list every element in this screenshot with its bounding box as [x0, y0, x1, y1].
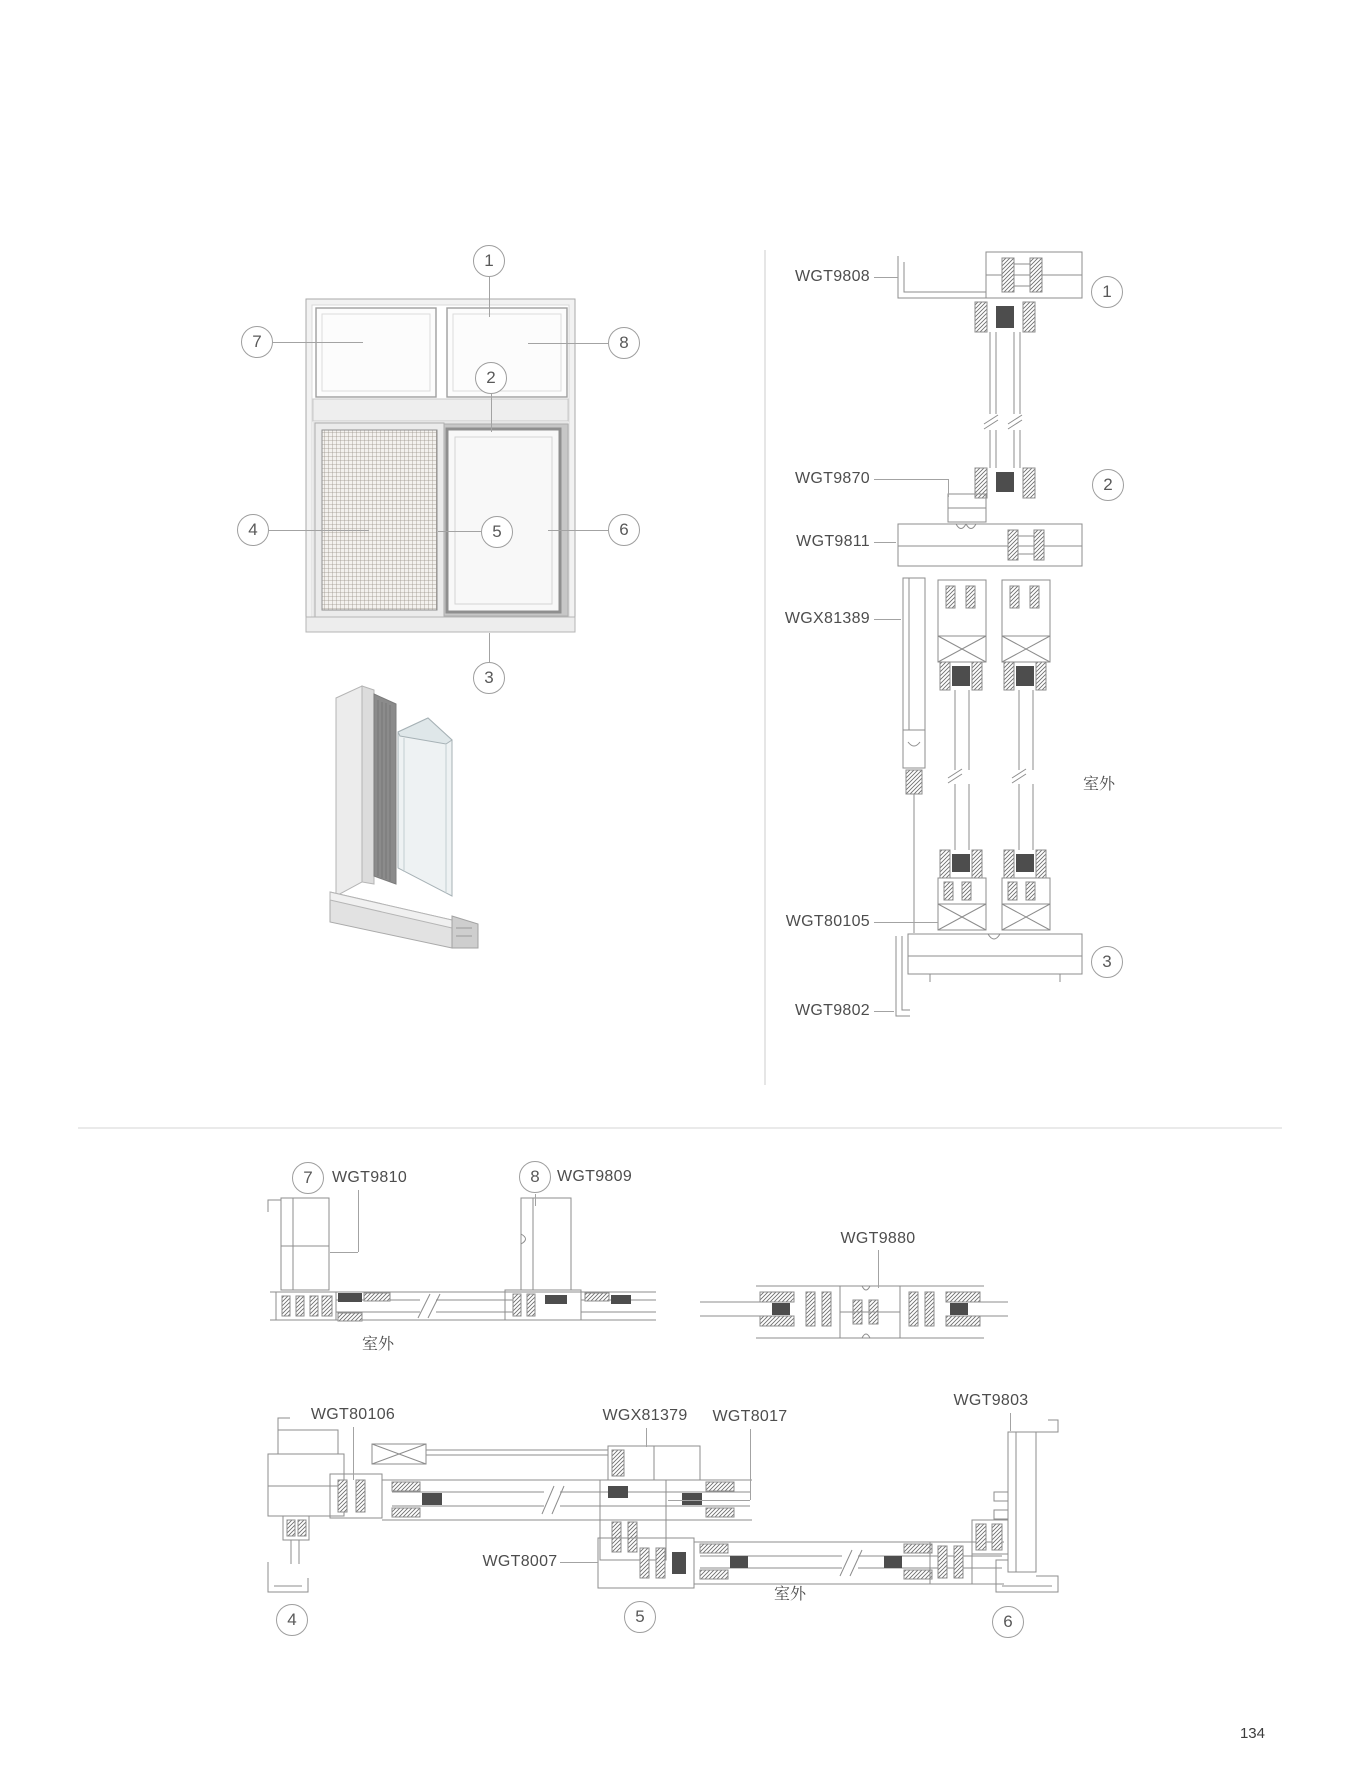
leader-line [330, 1252, 358, 1253]
leader-line [560, 1562, 598, 1563]
section-callout-8-number: 8 [530, 1167, 540, 1186]
part-label-wgx81379: WGX81379 [602, 1407, 688, 1424]
section-callout-7-number: 7 [303, 1168, 313, 1187]
callout-7 [241, 326, 273, 358]
horizontal-section-4-5-6-drawing [268, 1418, 1058, 1592]
callout-5 [481, 516, 513, 548]
isometric-3d-view [330, 686, 478, 948]
part-label-wgt9808: WGT9808 [794, 268, 870, 285]
leader-line [874, 619, 901, 620]
section-callout-3 [1091, 946, 1123, 978]
outdoor-label-row2: 室外 [774, 1586, 807, 1603]
leader-line [535, 1194, 536, 1206]
section-callout-2-number: 2 [1103, 475, 1113, 494]
section-callout-3-number: 3 [1102, 952, 1112, 971]
leader-line [358, 1190, 359, 1252]
part-label-wgt80105: WGT80105 [785, 913, 870, 930]
outdoor-label-vertical: 室外 [1083, 776, 1116, 793]
section-callout-6-number: 6 [1003, 1612, 1013, 1631]
section-callout-4 [276, 1604, 308, 1636]
leader-line [750, 1429, 751, 1500]
section-callout-8 [519, 1161, 551, 1193]
section-callout-6 [992, 1606, 1024, 1638]
callout-3 [473, 662, 505, 694]
part-label-wgt9810: WGT9810 [332, 1169, 408, 1186]
leader-line [646, 1428, 647, 1447]
leader-line [874, 1011, 894, 1012]
page-number: 134 [1239, 1725, 1265, 1742]
callout-8 [608, 327, 640, 359]
callout-6 [608, 514, 640, 546]
part-label-wgt9809: WGT9809 [557, 1168, 633, 1185]
callout-8-number: 8 [619, 333, 629, 352]
leader-line [874, 277, 898, 278]
horizontal-section-7-8-drawing [268, 1198, 656, 1321]
callout-1-number: 1 [484, 251, 494, 270]
leader-line [353, 1427, 354, 1480]
leader-line [1010, 1413, 1011, 1431]
callout-4 [237, 514, 269, 546]
section-callout-4-number: 4 [287, 1610, 297, 1629]
callout-2 [475, 362, 507, 394]
leader-line [438, 531, 481, 532]
callout-7-number: 7 [252, 332, 262, 351]
leader-line [874, 542, 896, 543]
part-label-wgt80106: WGT80106 [310, 1406, 396, 1423]
part-label-wgt9802: WGT9802 [794, 1002, 870, 1019]
outdoor-label-row1: 室外 [362, 1336, 395, 1353]
section-callout-2 [1092, 469, 1124, 501]
part-label-wgx81389: WGX81389 [784, 610, 870, 627]
part-label-wgt8007: WGT8007 [482, 1553, 558, 1570]
leader-line [548, 530, 608, 531]
leader-line [491, 394, 492, 432]
leader-line [489, 277, 490, 317]
leader-line [874, 922, 938, 923]
section-callout-5 [624, 1601, 656, 1633]
leader-line [489, 633, 490, 662]
leader-line [874, 479, 948, 480]
horizontal-section-9880-drawing [700, 1286, 1008, 1338]
part-label-wgt9803: WGT9803 [953, 1392, 1029, 1409]
leader-line [948, 479, 949, 497]
leader-line [528, 343, 608, 344]
part-label-wgt9880: WGT9880 [840, 1230, 916, 1247]
leader-line [668, 1500, 750, 1501]
section-callout-1-number: 1 [1102, 282, 1112, 301]
callout-4-number: 4 [248, 520, 258, 539]
section-callout-5-number: 5 [635, 1607, 645, 1626]
callout-6-number: 6 [619, 520, 629, 539]
window-elevation-drawing [306, 299, 575, 632]
leader-line [273, 342, 363, 343]
callout-1 [473, 245, 505, 277]
callout-5-number: 5 [492, 522, 502, 541]
section-callout-7 [292, 1162, 324, 1194]
part-label-wgt9870: WGT9870 [794, 470, 870, 487]
callout-2-number: 2 [486, 368, 496, 387]
vertical-section-drawing [896, 252, 1082, 1016]
section-callout-1 [1091, 276, 1123, 308]
part-label-wgt9811: WGT9811 [796, 533, 870, 550]
callout-3-number: 3 [484, 668, 494, 687]
leader-line [269, 530, 369, 531]
part-label-wgt8017: WGT8017 [712, 1408, 788, 1425]
leader-line [878, 1250, 879, 1288]
